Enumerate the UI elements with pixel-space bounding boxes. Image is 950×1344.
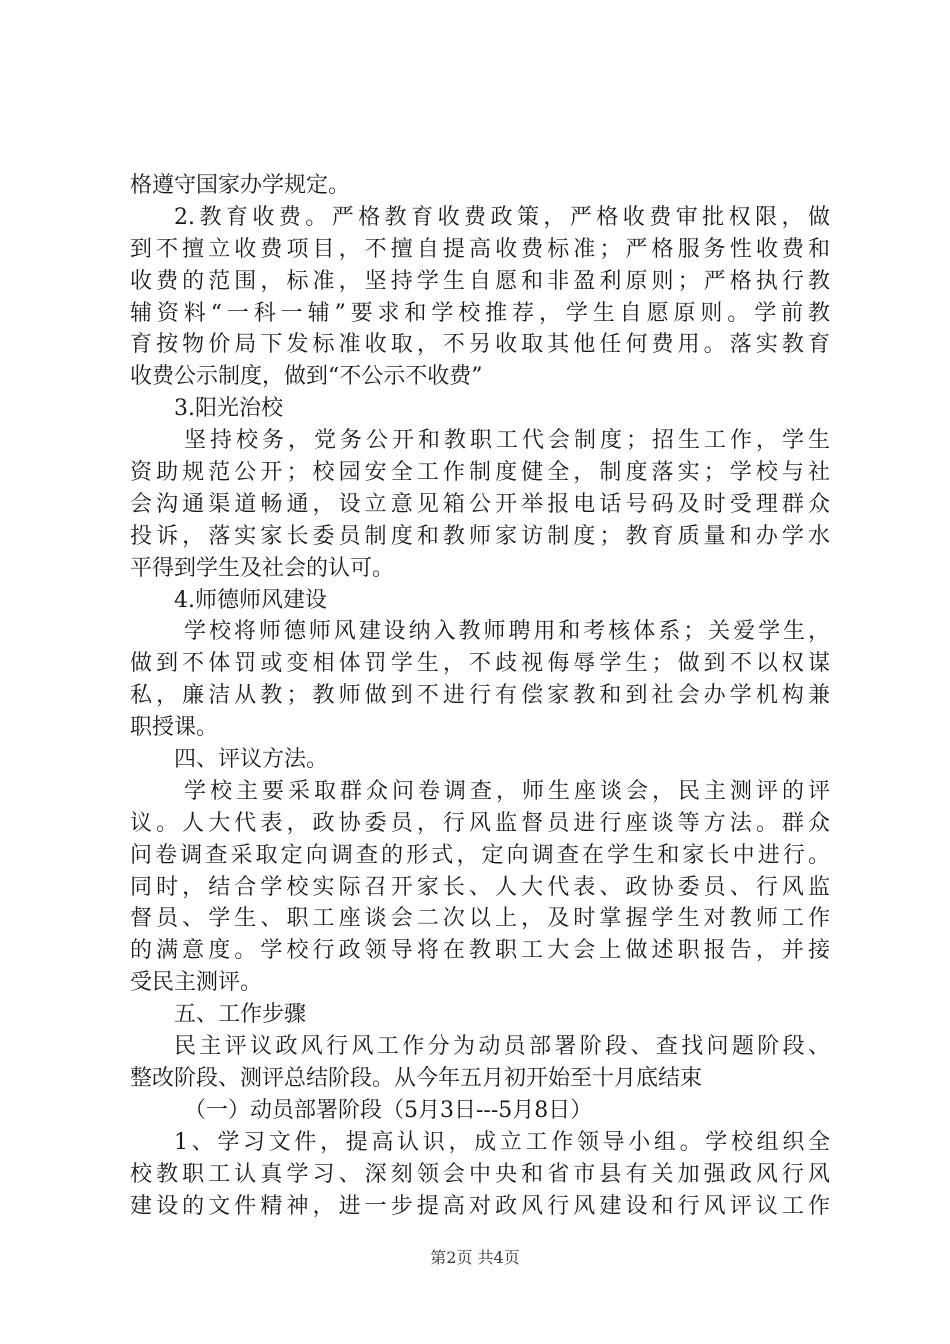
text-line: 职授课。 xyxy=(130,715,219,741)
text-line: 问卷调查采取定向调查的形式，定向调查在学生和家长中进行。 xyxy=(130,842,830,868)
text-line: 的满意度。学校行政领导将在教职工大会上做述职报告，并接 xyxy=(130,938,830,964)
text-line: 会沟通渠道畅通，设立意见箱公开举报电话号码及时受理群众 xyxy=(130,491,830,517)
text-line: 平得到学生及社会的认可。 xyxy=(130,555,395,581)
text-line: 育按物价局下发标准收取，不另收取其他任何费用。落实教育 xyxy=(130,332,830,358)
text-line: 到不擅立收费项目，不擅自提高收费标准；严格服务性收费和 xyxy=(130,236,830,262)
item-heading-ethics: 4.师德师风建设 xyxy=(174,587,327,613)
text-line: 资助规范公开；校园安全工作制度健全，制度落实；学校与社 xyxy=(130,460,830,486)
paragraph-start: 1、学习文件，提高认识，成立工作领导小组。学校组织全 xyxy=(174,1129,830,1155)
paragraph-start: 坚持校务，党务公开和教职工代会制度；招生工作，学生 xyxy=(184,428,830,454)
text-line: 督员、学生、职工座谈会二次以上，及时掌握学生对教师工作 xyxy=(130,906,830,932)
page-number-footer: 第2页 共4页 xyxy=(430,1248,520,1267)
text-line: 同时，结合学校实际召开家长、人大代表、政协委员、行风监 xyxy=(130,874,830,900)
item-heading-sunshine: 3.阳光治校 xyxy=(174,396,283,422)
text-line: 做到不体罚或变相体罚学生，不歧视侮辱学生；做到不以权谋 xyxy=(130,651,830,677)
item-heading-fees: 2.教育收费。严格教育收费政策，严格收费审批权限，做 xyxy=(174,204,830,230)
text-line: 私，廉洁从教；教师做到不进行有偿家教和到社会办学机构兼 xyxy=(130,683,830,709)
text-line: 议。人大代表，政协委员，行风监督员进行座谈等方法。群众 xyxy=(130,810,830,836)
text-line: 投诉，落实家长委员制度和教师家访制度；教育质量和办学水 xyxy=(130,523,830,549)
text-line: 收费公示制度，做到“不公示不收费” xyxy=(130,364,483,390)
subsection-heading-phase-one: （一）动员部署阶段（5月3日---5月8日） xyxy=(184,1097,593,1123)
paragraph-start: 学校将师德师风建设纳入教师聘用和考核体系；关爱学生， xyxy=(184,619,830,645)
text-line: 校教职工认真学习、深刻领会中央和省市县有关加强政风行风 xyxy=(130,1161,830,1187)
text-line: 建设的文件精神，进一步提高对政风行风建设和行风评议工作 xyxy=(130,1193,830,1219)
text-line: 收费的范围，标准，坚持学生自愿和非盈利原则；严格执行教 xyxy=(130,268,830,294)
section-heading-methods: 四、评议方法。 xyxy=(174,747,329,773)
text-line: 格遵守国家办学规定。 xyxy=(130,173,351,198)
document-body xyxy=(130,170,830,1222)
text-line: 整改阶段、测评总结阶段。从今年五月初开始至十月底结束 xyxy=(130,1065,703,1091)
paragraph-start: 学校主要采取群众问卷调查，师生座谈会，民主测评的评 xyxy=(184,778,830,804)
text-line: 受民主测评。 xyxy=(130,970,263,996)
section-heading-steps: 五、工作步骤 xyxy=(174,1002,307,1028)
paragraph-start: 民主评议政风行风工作分为动员部署阶段、查找问题阶段、 xyxy=(174,1034,830,1060)
text-line: 辅资料“一科一辅”要求和学校推荐，学生自愿原则。学前教 xyxy=(130,300,830,326)
